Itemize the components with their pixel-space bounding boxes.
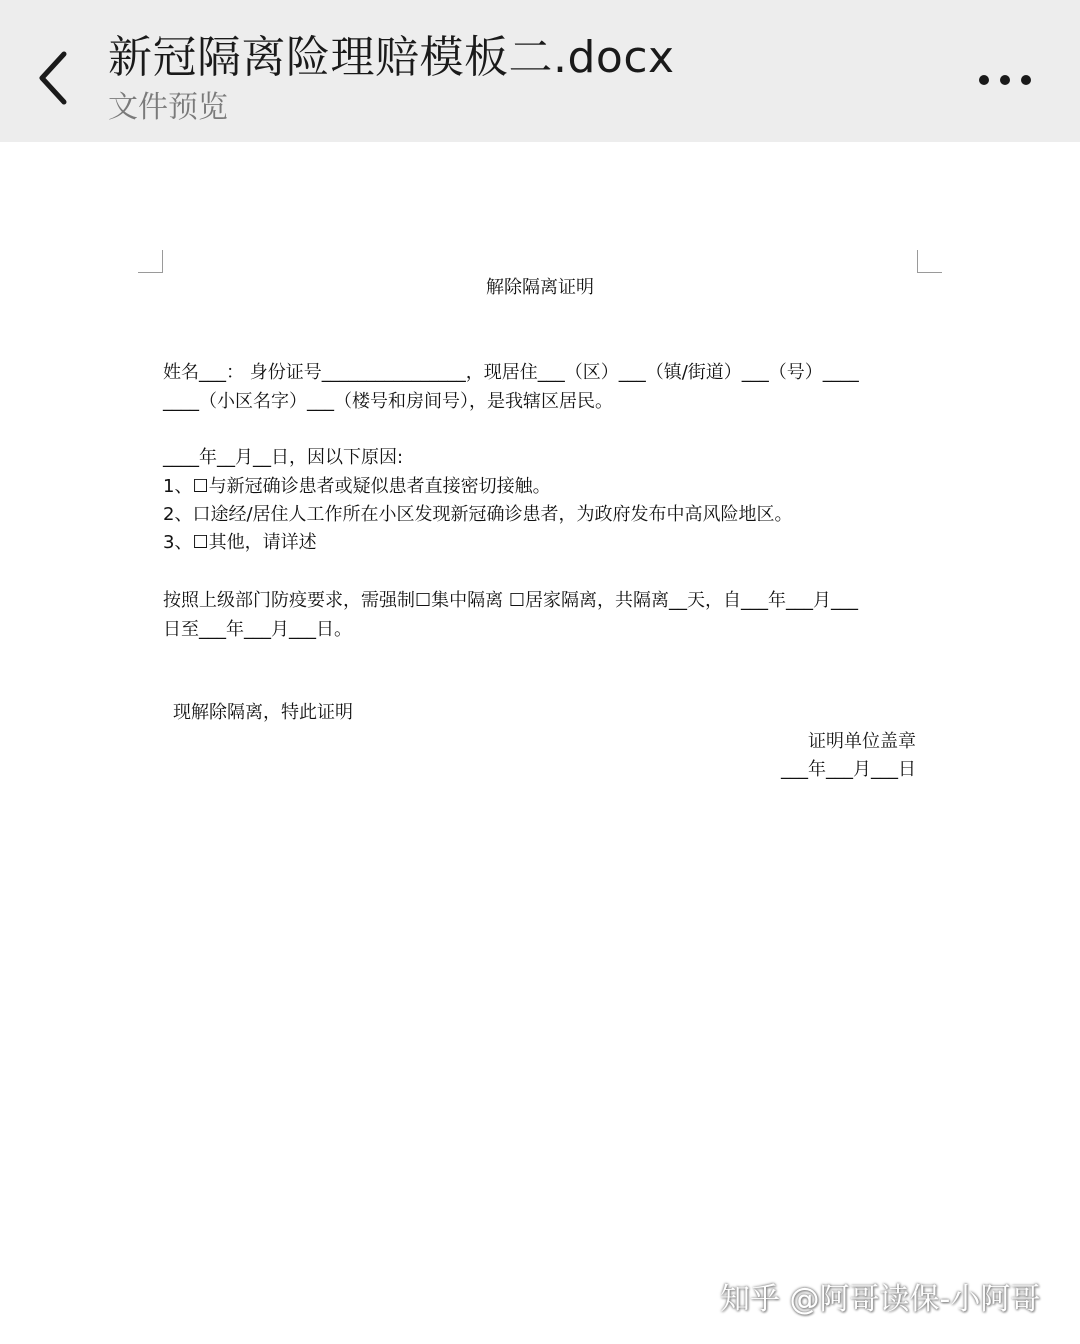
file-preview-label: 文件预览 — [108, 90, 228, 125]
reason-item-2: 2、口途经/居住人工作所在小区发现新冠确诊患者，为政府发布中高风险地区。 — [163, 504, 793, 525]
release-statement: 现解除隔离，特此证明 — [173, 702, 353, 723]
file-title: 新冠隔离险理赔模板二.docx — [108, 32, 675, 83]
personal-info-line-2: ____（小区名字）___（楼号和房间号），是我辖区居民。 — [163, 391, 613, 412]
page-margin-mark-left — [138, 250, 163, 273]
sign-date: ___年___月___日 — [781, 759, 916, 780]
quarantine-line-1: 按照上级部门防疫要求，需强制☐集中隔离 ☐居家隔离，共隔离__天，自___年___月___ — [163, 590, 858, 611]
reason-item-1: 1、☐与新冠确诊患者或疑似患者直接密切接触。 — [163, 476, 551, 497]
document-preview-area[interactable] — [0, 142, 1080, 1344]
seal-label: 证明单位盖章 — [808, 731, 916, 752]
chevron-left-icon — [30, 46, 76, 110]
date-reason-line: ____年__月__日，因以下原因: — [163, 447, 404, 468]
back-button[interactable] — [30, 46, 76, 110]
more-options-button[interactable] — [970, 60, 1040, 100]
quarantine-line-2: 日至___年___月___日。 — [163, 619, 352, 640]
watermark: 知乎 @阿哥读保-小阿哥 — [720, 1282, 1041, 1317]
personal-info-line-1: 姓名___： 身份证号________________，现居住___（区）___（镇/街道）___（号）____ — [163, 362, 859, 383]
app-header — [0, 0, 1080, 142]
reason-item-3: 3、☐其他，请详述 — [163, 532, 317, 553]
more-horizontal-icon — [970, 60, 1040, 100]
page-margin-mark-right — [917, 250, 942, 273]
document-title: 解除隔离证明 — [486, 277, 594, 298]
